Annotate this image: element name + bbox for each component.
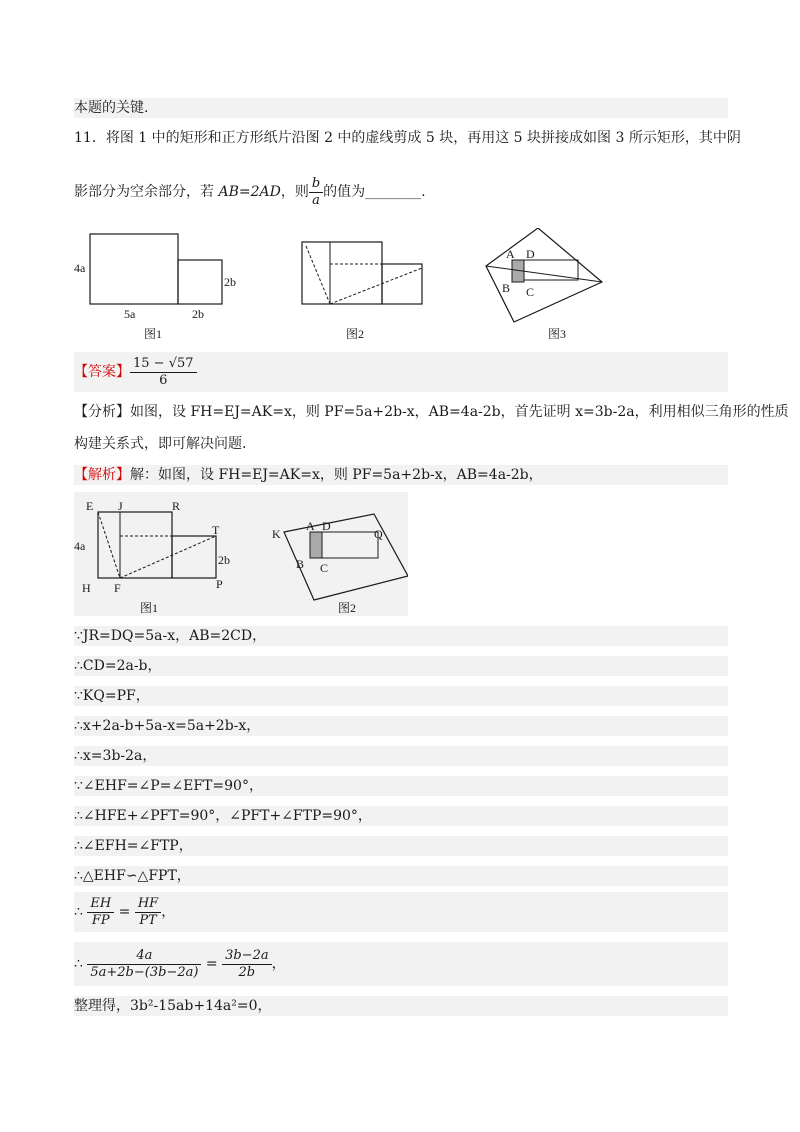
step-10-ratio: ∴ $\frac{EH}{FP}$ = $\frac{HF}{PT}$ ， — [74, 892, 728, 932]
sol-fig1-rectangle — [98, 512, 172, 578]
fig3-label-D: D — [526, 247, 535, 261]
sol-label-2b: 2b — [218, 553, 230, 567]
fig3-label-A: A — [506, 247, 515, 261]
sol-label-R: R — [172, 499, 181, 513]
fig2-caption: 图2 — [346, 327, 365, 341]
fig1-label-2b-bottom: 2b — [192, 307, 204, 321]
sol-label-Q: Q — [374, 527, 383, 541]
step-8: ∴∠EFH=∠FTP， — [74, 836, 728, 856]
step-7: ∴∠HFE+∠PFT=90°，∠PFT+∠FTP=90°， — [74, 806, 728, 826]
sol-label-J: J — [118, 499, 123, 513]
sol-label-4a: 4a — [74, 539, 86, 553]
sol-fig1-square — [172, 536, 216, 578]
fig2-dashed-long — [330, 268, 422, 304]
question-line-1: 11．将图 1 中的矩形和正方形纸片沿图 2 中的虚线剪成 5 块，再用这 5 块拼接成如图 3 所示矩形，其中阴 — [74, 130, 741, 146]
fig3-caption: 图3 — [548, 327, 567, 341]
step-9: ∴△EHF∽△FPT， — [74, 866, 728, 886]
analysis-line-2: 构建关系式，即可解决问题. — [74, 436, 247, 452]
answer-line: 【答案】 $\frac{15 - √57}{6}$ — [74, 352, 728, 392]
step-2: ∴CD=2a-b， — [74, 656, 728, 676]
step-6: ∵∠EHF=∠P=∠EFT=90°， — [74, 776, 728, 796]
sol-label-H: H — [82, 581, 91, 595]
sol-label-D: D — [322, 519, 331, 533]
fraction-HF-PT: $\frac{HF}{PT}$ — [135, 896, 161, 929]
question-line-2: 影部分为空余部分，若 AB=2AD，则 $\frac{b}{a}$ 的值为________. — [74, 175, 426, 208]
step-4: ∴x+2a-b+5a-x=5a+2b-x， — [74, 716, 728, 736]
sol-fig2-caption: 图2 — [338, 601, 357, 615]
fig1-square — [178, 260, 222, 304]
sol-label-A: A — [306, 519, 315, 533]
fraction-3b-2a-over-2b: $\frac{3b-2a}{2b}$ — [222, 948, 272, 981]
step-1: ∵JR=DQ=5a-x，AB=2CD， — [74, 626, 728, 646]
step-12: 整理得，3b²-15ab+14a²=0， — [74, 996, 728, 1016]
sol-label-K: K — [272, 527, 281, 541]
step-11-equation: ∴ $\frac{4a}{5a+2b-(3b-2a)}$ = $\frac{3b-2a}{2b}$ ， — [74, 942, 728, 986]
sol-fig1-caption: 图1 — [140, 601, 159, 615]
fig3-outer-quad — [486, 228, 602, 322]
fraction-EH-FP: $\frac{EH}{FP}$ — [87, 896, 114, 929]
fig2-dashed-diagonal — [306, 246, 330, 304]
sol-label-B: B — [296, 557, 305, 571]
text-line-key: 本题的关键. — [74, 98, 728, 118]
fig3-label-B: B — [502, 281, 511, 295]
analysis-line-1: 【分析】如图，设 FH=EJ=AK=x，则 PF=5a+2b-x，AB=4a-2b，首先证明 x=3b-2a，利用相似三角形的性质 — [74, 404, 789, 420]
sol-fig1-dashed-EF — [98, 512, 120, 578]
fig3-label-C: C — [526, 285, 535, 299]
solution-figures — [74, 492, 408, 616]
sol-fig1-dashed-FT — [120, 536, 216, 578]
step-5: ∴x=3b-2a， — [74, 746, 728, 766]
sol-label-C: C — [320, 561, 329, 575]
fig1-label-2b: 2b — [224, 275, 236, 289]
sol-label-E: E — [86, 499, 94, 513]
sol-label-F: F — [114, 581, 121, 595]
sol-label-P: P — [216, 577, 223, 591]
sol-label-T: T — [212, 523, 220, 537]
fig1-caption: 图1 — [144, 327, 163, 341]
sol-fig2-shaded — [310, 532, 322, 558]
fraction-4a-over-expr: $\frac{4a}{5a+2b-(3b-2a)}$ — [87, 948, 201, 981]
fig2-rectangle — [302, 242, 382, 304]
solution-line-1: 【解析】解：如图，设 FH=EJ=AK=x，则 PF=5a+2b-x，AB=4a-2b， — [74, 465, 728, 485]
fig1-label-4a: 4a — [74, 261, 86, 275]
fig1-rectangle — [90, 234, 178, 304]
question-figures — [74, 228, 634, 348]
fig1-label-5a: 5a — [124, 307, 136, 321]
answer-fraction: $\frac{15 - √57}{6}$ — [130, 356, 197, 389]
fraction-b-over-a: $\frac{b}{a}$ — [309, 176, 323, 209]
step-3: ∵KQ=PF， — [74, 686, 728, 706]
